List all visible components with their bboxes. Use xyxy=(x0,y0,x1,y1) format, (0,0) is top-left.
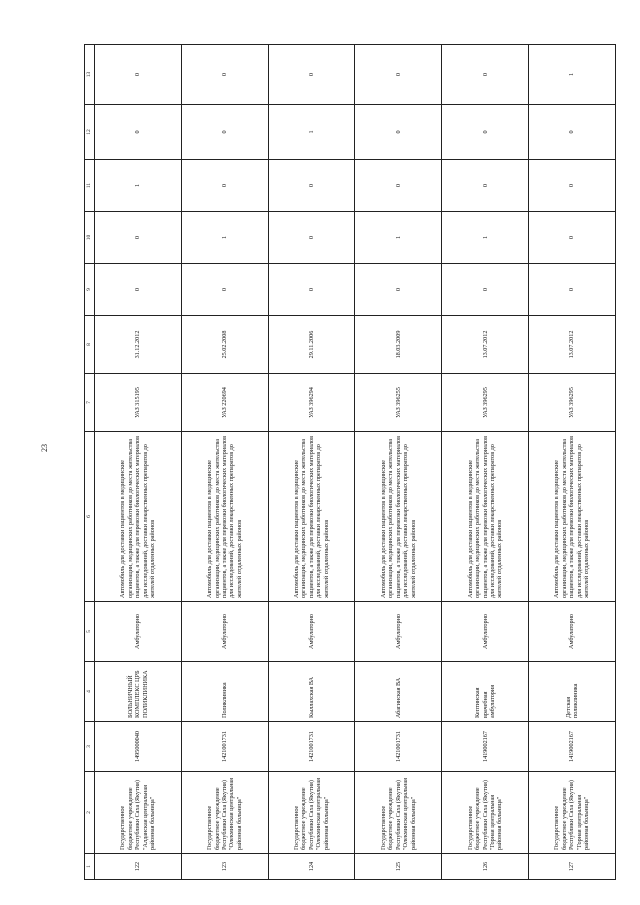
count-col-12: 0 xyxy=(355,105,442,160)
vehicle-purpose: Автомобиль для доставки пациентов в медицинские организации, медицинских работников до места жительства пациентов, а также для перевозки биологических материалов для исследований, доставки лекарственных препаратов до жителей отдаленных районов xyxy=(268,432,355,602)
table-row xyxy=(268,45,355,880)
col-header: 9 xyxy=(85,264,95,316)
subdivision-name: Детская поликлиника xyxy=(529,662,616,722)
registration-date: 13.07.2012 xyxy=(529,316,616,374)
registration-date: 18.03.2009 xyxy=(355,316,442,374)
count-col-10: 0 xyxy=(529,212,616,264)
vehicle-purpose: Автомобиль для доставки пациентов в медицинские организации, медицинских работников до места жительства пациентов, а также для перевозки биологических материалов для исследований, доставки лекарственных препаратов до жителей отдаленных районов xyxy=(442,432,529,602)
care-type: Амбулаторно xyxy=(268,602,355,662)
count-col-13: 1 xyxy=(529,45,616,105)
count-col-12: 0 xyxy=(95,105,182,160)
vehicle-model: УАЗ 396295 xyxy=(529,374,616,432)
vehicle-model: УАЗ 396255 xyxy=(355,374,442,432)
vehicle-table xyxy=(84,44,616,880)
count-col-9: 0 xyxy=(442,264,529,316)
subdivision-name: Абагинская ВА xyxy=(355,662,442,722)
organization-name: Государственное бюджетное учреждение Республики Саха (Якутия) "Горная центральная районная больница" xyxy=(529,772,616,854)
row-number: 125 xyxy=(355,854,442,880)
page-number: 23 xyxy=(40,444,49,452)
count-col-12: 0 xyxy=(442,105,529,160)
count-col-9: 0 xyxy=(95,264,182,316)
count-col-12: 1 xyxy=(268,105,355,160)
col-header: 5 xyxy=(85,602,95,662)
count-col-11: 0 xyxy=(268,160,355,212)
col-header: 7 xyxy=(85,374,95,432)
organization-code: 1419002167 xyxy=(442,722,529,772)
col-header: 11 xyxy=(85,160,95,212)
organization-code: 1495000040 xyxy=(95,722,182,772)
count-col-10: 1 xyxy=(442,212,529,264)
subdivision-name: Кептинская врачебная амбулатория xyxy=(442,662,529,722)
registration-date: 29.11.2006 xyxy=(268,316,355,374)
vehicle-model: УАЗ 396294 xyxy=(268,374,355,432)
count-col-13: 0 xyxy=(95,45,182,105)
care-type: Амбулаторно xyxy=(355,602,442,662)
vehicle-purpose: Автомобиль для доставки пациентов в медицинские организации, медицинских работников до места жительства пациентов, а также для перевозки биологических материалов для исследований, доставки лекарственных препаратов до жителей отдаленных районов xyxy=(529,432,616,602)
organization-name: Государственное бюджетное учреждение Республики Саха (Якутия) "Алданская центральная районная больница" xyxy=(95,772,182,854)
col-header: 1 xyxy=(85,854,95,880)
header-row xyxy=(85,45,95,880)
table-row xyxy=(442,45,529,880)
organization-name: Государственное бюджетное учреждение Республики Саха (Якутия) "Олекминская центральная районная больница" xyxy=(268,772,355,854)
count-col-10: 0 xyxy=(268,212,355,264)
count-col-12: 0 xyxy=(181,105,268,160)
subdivision-name: БОЛЬНИЧНЫЙ КОМПЛЕКС ЦРБ ПОЛИКЛИНИКА xyxy=(95,662,182,722)
care-type: Амбулаторно xyxy=(442,602,529,662)
count-col-11: 0 xyxy=(442,160,529,212)
organization-code: 1421001731 xyxy=(181,722,268,772)
vehicle-purpose: Автомобиль для доставки пациентов в медицинские организации, медицинских работников до места жительства пациентов, а также для перевозки биологических материалов для исследований, доставки лекарственных препаратов до жителей отдаленных районов xyxy=(355,432,442,602)
count-col-9: 0 xyxy=(268,264,355,316)
count-col-9: 0 xyxy=(529,264,616,316)
count-col-13: 0 xyxy=(355,45,442,105)
subdivision-name: Поликлиника xyxy=(181,662,268,722)
row-number: 127 xyxy=(529,854,616,880)
count-col-10: 0 xyxy=(95,212,182,264)
registration-date: 31.12.2012 xyxy=(95,316,182,374)
organization-name: Государственное бюджетное учреждение Республики Саха (Якутия) "Олекминская центральная районная больница" xyxy=(181,772,268,854)
col-header: 12 xyxy=(85,105,95,160)
count-col-11: 0 xyxy=(529,160,616,212)
care-type: Амбулаторно xyxy=(529,602,616,662)
count-col-9: 0 xyxy=(181,264,268,316)
organization-code: 1421001731 xyxy=(268,722,355,772)
table-row xyxy=(355,45,442,880)
col-header: 10 xyxy=(85,212,95,264)
registration-date: 25.02.2008 xyxy=(181,316,268,374)
vehicle-model: УАЗ 396295 xyxy=(442,374,529,432)
table-row xyxy=(181,45,268,880)
row-number: 122 xyxy=(95,854,182,880)
count-col-10: 1 xyxy=(355,212,442,264)
table-row xyxy=(95,45,182,880)
count-col-13: 0 xyxy=(442,45,529,105)
organization-code: 1421001731 xyxy=(355,722,442,772)
col-header: 2 xyxy=(85,772,95,854)
organization-name: Государственное бюджетное учреждение Республики Саха (Якутия) "Горная центральная районная больница" xyxy=(442,772,529,854)
col-header: 4 xyxy=(85,662,95,722)
care-type: Амбулаторно xyxy=(181,602,268,662)
care-type: Амбулаторно xyxy=(95,602,182,662)
count-col-11: 0 xyxy=(181,160,268,212)
count-col-10: 1 xyxy=(181,212,268,264)
count-col-13: 0 xyxy=(181,45,268,105)
vehicle-purpose: Автомобиль для доставки пациентов в медицинские организации, медицинских работников до места жительства пациентов, а также для перевозки биологических материалов для исследований, доставки лекарственных препаратов до жителей отдаленных районов xyxy=(181,432,268,602)
vehicle-purpose: Автомобиль для доставки пациентов в медицинские организации, медицинских работников до места жительства пациентов, а также для перевозки биологических материалов для исследований, доставки лекарственных препаратов до жителей отдаленных районов xyxy=(95,432,182,602)
col-header: 3 xyxy=(85,722,95,772)
row-number: 124 xyxy=(268,854,355,880)
count-col-9: 0 xyxy=(355,264,442,316)
vehicle-model: УАЗ 220694 xyxy=(181,374,268,432)
col-header: 6 xyxy=(85,432,95,602)
organization-code: 1419002167 xyxy=(529,722,616,772)
row-number: 123 xyxy=(181,854,268,880)
col-header: 13 xyxy=(85,45,95,105)
organization-name: Государственное бюджетное учреждение Республики Саха (Якутия) "Олекминская центральная районная больница" xyxy=(355,772,442,854)
registration-date: 13.07.2012 xyxy=(442,316,529,374)
rotated-table-container xyxy=(84,45,616,880)
count-col-11: 0 xyxy=(355,160,442,212)
count-col-11: 1 xyxy=(95,160,182,212)
vehicle-model: УАЗ 315195 xyxy=(95,374,182,432)
col-header: 8 xyxy=(85,316,95,374)
table-row xyxy=(529,45,616,880)
row-number: 126 xyxy=(442,854,529,880)
count-col-12: 0 xyxy=(529,105,616,160)
subdivision-name: Кыллахская ВА xyxy=(268,662,355,722)
count-col-13: 0 xyxy=(268,45,355,105)
